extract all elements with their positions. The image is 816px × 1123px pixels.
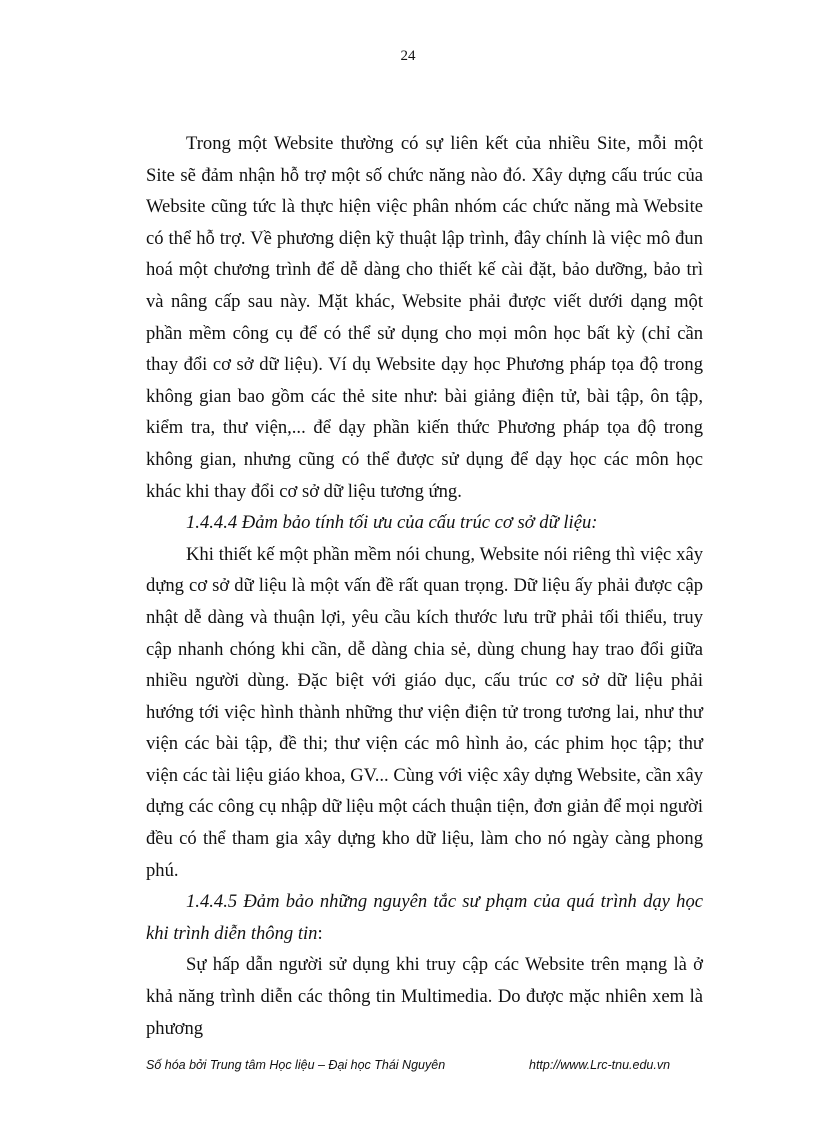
paragraph-database-design: Khi thiết kế một phần mềm nói chung, Website nói riêng thì việc xây dựng cơ sở dữ liệu là một vấn đề rất quan trọng. Dữ liệu ấy phải được cập nhật dễ dàng và thuận lợi, yêu cầu kích thước lưu trữ phải tối thiểu, truy cập nhanh chóng khi cần, dễ dàng chia sẻ, dùng chung hay trao đổi giữa nhiều người dùng. Đặc biệt với giáo dục, cấu trúc cơ sở dữ liệu phải hướng tới việc hình thành những thư viện điện tử trong tương lai, như thư viện các bài tập, đề thi; thư viện các mô hình ảo, các phim học tập; thư viện các tài liệu giáo khoa, GV... Cùng với việc xây dựng Website, cần xây dựng các công cụ nhập dữ liệu một cách thuận tiện, đơn giản để mọi người đều có thể tham gia xây dựng kho dữ liệu, làm cho nó ngày càng phong phú. <box>146 543 703 881</box>
footer-url[interactable]: http://www.Lrc-tnu.edu.vn <box>529 1058 671 1072</box>
section-heading-1-4-4-5-text: 1.4.4.5 Đảm bảo những nguyên tắc sư phạm của quá trình dạy học khi trình diễn thông tin <box>146 891 703 944</box>
section-heading-1-4-4-4: 1.4.4.4 Đảm bảo tính tối ưu của cấu trúc cơ sở dữ liệu: <box>186 512 598 534</box>
document-body <box>146 128 703 1044</box>
footer-source: Số hóa bởi Trung tâm Học liệu – Đại học Thái Nguyên <box>146 1058 446 1072</box>
paragraph-multimedia: Sự hấp dẫn người sử dụng khi truy cập các Website trên mạng là ở khả năng trình diễn các thông tin Multimedia. Do được mặc nhiên xem là phương <box>146 954 703 1039</box>
section-heading-1-4-4-5-colon: : <box>317 922 323 944</box>
paragraph-website-structure: Trong một Website thường có sự liên kết của nhiều Site, mỗi một Site sẽ đảm nhận hỗ trợ một số chức năng nào đó. Xây dựng cấu trúc của Website cũng tức là thực hiện việc phân nhóm các chức năng mà Website có thể hỗ trợ. Về phương diện kỹ thuật lập trình, đây chính là việc mô đun hoá một chương trình để dễ dàng cho thiết kế cài đặt, bảo dưỡng, bảo trì và nâng cấp sau này. Mặt khác, Website phải được viết dưới dạng một phần mềm công cụ để có thể sử dụng cho mọi môn học bất kỳ (chỉ cần thay đổi cơ sở dữ liệu). Ví dụ Website dạy học Phương pháp tọa độ trong không gian bao gồm các thẻ site như: bài giảng điện tử, bài tập, ôn tập, kiểm tra, thư viện,... để dạy phần kiến thức Phương pháp tọa độ trong không gian, nhưng cũng có thể được sử dụng để dạy học các môn học khác khi thay đổi cơ sở dữ liệu tương ứng. <box>146 133 703 502</box>
section-heading-1-4-4-5 <box>146 886 703 949</box>
page-number: 24 <box>400 48 416 64</box>
